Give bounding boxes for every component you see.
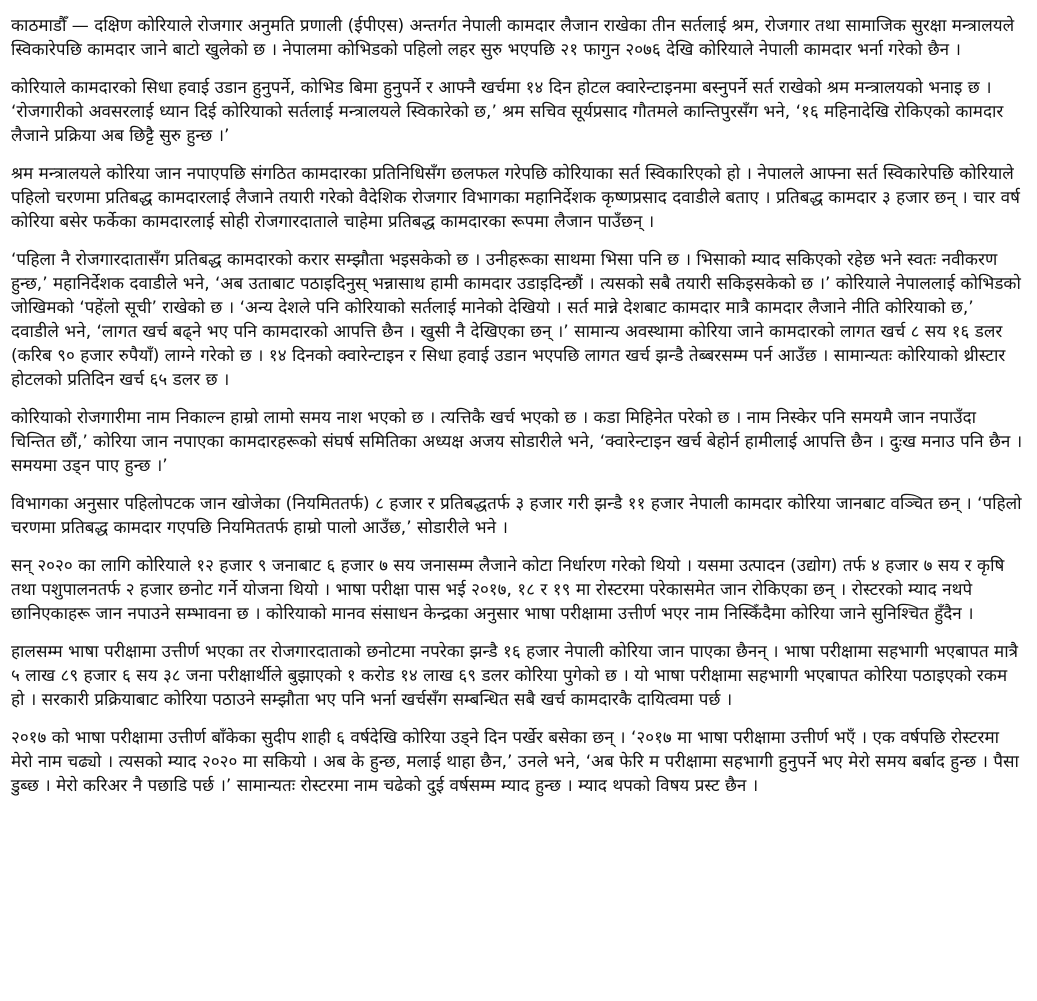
article-paragraph: काठमाडौँ — दक्षिण कोरियाले रोजगार अनुमति प्रणाली (ईपीएस) अन्तर्गत नेपाली कामदार लैजान राखेका तीन सर्तलाई श्रम, रोजगार तथा सामाजिक सुरक्षा मन्त्रालयले स्विकारेपछि कामदार जाने बाटो खुलेको छ । नेपालमा कोभिडको पहिलो लहर सुरु भएपछि २१ फागुन २०७६ देखि कोरियाले नेपाली कामदार भर्ना गरेको छैन ।	[11, 16, 1015, 60]
article-paragraph: श्रम मन्त्रालयले कोरिया जान नपाएपछि संगठित कामदारका प्रतिनिधिसँग छलफल गरेपछि कोरियाका सर्त स्विकारिएको हो । नेपालले आफ्ना सर्त स्विकारेपछि कोरियाले पहिलो चरणमा प्रतिबद्ध कामदारलाई लैजाने तयारी गरेको वैदेशिक रोजगार विभागका महानिर्देशक कृष्णप्रसाद दवाडीले बताए । प्रतिबद्ध कामदार ३ हजार छन् । चार वर्ष कोरिया बसेर फर्केका कामदारलाई सोही रोजगारदाताले चाहेमा प्रतिबद्ध कामदारका रूपमा लैजान पाउँछन् ।	[11, 164, 1020, 232]
article-paragraph: हालसम्म भाषा परीक्षामा उत्तीर्ण भएका तर रोजगारदाताको छनोटमा नपरेका झन्डै १६ हजार नेपाली कोरिया जान पाएका छैनन् । भाषा परीक्षामा सहभागी भएबापत मात्रै ५ लाख ८९ हजार ६ सय ३८ जना परीक्षार्थीले बुझाएको १ करोड १४ लाख ६९ डलर कोरिया पुगेको छ । यो भाषा परीक्षामा सहभागी भएबापत कोरिया पठाइएको रकम हो । सरकारी प्रक्रियाबाट कोरिया पठाउने सम्झौता भए पनि भर्ना खर्चसँग सम्बन्धित सबै खर्च कामदारकै दायित्वमा पर्छ ।	[11, 642, 1018, 710]
article-paragraph: २०१७ को भाषा परीक्षामा उत्तीर्ण बाँकेका सुदीप शाही ६ वर्षदेखि कोरिया उड्ने दिन पर्खेर बसेका छन् । ‘२०१७ मा भाषा परीक्षामा उत्तीर्ण भएँ । एक वर्षपछि रोस्टरमा मेरो नाम चढ्यो । त्यसको म्याद २०२० मा सकियो । अब के हुन्छ, मलाई थाहा छैन,’ उनले भने, ‘अब फेरि म परीक्षामा सहभागी हुनुपर्ने भए मेरो समय बर्बाद हुन्छ । पैसा डुब्छ । मेरो करिअर नै पछाडि पर्छ ।’ सामान्यतः रोस्टरमा नाम चढेको दुई वर्षसम्म म्याद हुन्छ । म्याद थपको विषय प्रस्ट छैन ।	[11, 728, 1019, 796]
article-paragraph: ‘पहिला नै रोजगारदातासँग प्रतिबद्ध कामदारको करार सम्झौता भइसकेको छ । उनीहरूका साथमा भिसा पनि छ । भिसाको म्याद सकिएको रहेछ भने स्वतः नवीकरण हुन्छ,’ महानिर्देशक दवाडीले भने, ‘अब उताबाट पठाइदिनुस् भन्नासाथ हामी कामदार उडाइदिन्छौं । त्यसको सबै तयारी सकिइसकेको छ ।’ कोरियाले नेपाललाई कोभिडको जोखिमको ‘पहेंलो सूची’ राखेको छ । ‘अन्य देशले पनि कोरियाको सर्तलाई मानेको देखियो । सर्त मान्ने देशबाट कामदार मात्रै कामदार लैजाने नीति कोरियाको छ,’ दवाडीले भने, ‘लागत खर्च बढ्ने भए पनि कामदारको आपत्ति छैन । खुसी नै देखिएका छन् ।’ सामान्य अवस्थामा कोरिया जाने कामदारको लागत खर्च ८ सय १६ डलर (करिब ९० हजार रुपैयाँ) लाग्ने गरेको छ । १४ दिनको क्वारेन्टाइन र सिधा हवाई उडान भएपछि लागत खर्च झन्डै तेब्बरसम्म पर्न आउँछ । सामान्यतः कोरियाको थ्रीस्टार होटलको प्रतिदिन खर्च ६५ डलर छ ।	[11, 250, 1021, 390]
article-paragraph: सन् २०२० का लागि कोरियाले १२ हजार ९ जनाबाट ६ हजार ७ सय जनासम्म लैजाने कोटा निर्धारण गरेको थियो । यसमा उत्पादन (उद्योग) तर्फ ४ हजार ७ सय र कृषि तथा पशुपालनतर्फ २ हजार छनोट गर्ने योजना थियो । भाषा परीक्षा पास भई २०१७, १८ र १९ मा रोस्टरमा परेकासमेत जान रोकिएका छन् । रोस्टरको म्याद नथपे छानिएकाहरू जान नपाउने सम्भावना छ । कोरियाको मानव संसाधन केन्द्रका अनुसार भाषा परीक्षामा उत्तीर्ण भएर नाम निस्किँदैमा कोरिया जाने सुनिश्चित हुँदैन ।	[11, 556, 1005, 624]
article-paragraph: विभागका अनुसार पहिलोपटक जान खोजेका (नियमिततर्फ) ८ हजार र प्रतिबद्धतर्फ ३ हजार गरी झन्डै ११ हजार नेपाली कामदार कोरिया जानबाट वञ्चित छन् । ‘पहिलो चरणमा प्रतिबद्ध कामदार गएपछि नियमिततर्फ हाम्रो पालो आउँछ,’ सोडारीले भने ।	[11, 494, 1022, 538]
article-paragraph: कोरियाको रोजगारीमा नाम निकाल्न हाम्रो लामो समय नाश भएको छ । त्यत्तिकै खर्च भएको छ । कडा मिहिनेत परेको छ । नाम निस्केर पनि समयमै जान नपाउँदा चिन्तित छौं,’ कोरिया जान नपाएका कामदारहरूको संघर्ष समितिका अध्यक्ष अजय सोडारीले भने, ‘क्वारेन्टाइन खर्च बेहोर्न हामीलाई आपत्ति छैन । दुःख मनाउ पनि छैन । समयमा उड्न पाए हुन्छ ।’	[11, 408, 1023, 476]
article-paragraph: कोरियाले कामदारको सिधा हवाई उडान हुनुपर्ने, कोभिड बिमा हुनुपर्ने र आफ्नै खर्चमा १४ दिन होटल क्वारेन्टाइनमा बस्नुपर्ने सर्त राखेको श्रम मन्त्रालयको भनाइ छ । ‘रोजगारीको अवसरलाई ध्यान दिई कोरियाको सर्तलाई मन्त्रालयले स्विकारेको छ,’ श्रम सचिव सूर्यप्रसाद गौतमले कान्तिपुरसँग भने, ‘१६ महिनादेखि रोकिएको कामदार लैजाने प्रक्रिया अब छिट्टै सुरु हुन्छ ।’	[11, 78, 1004, 146]
